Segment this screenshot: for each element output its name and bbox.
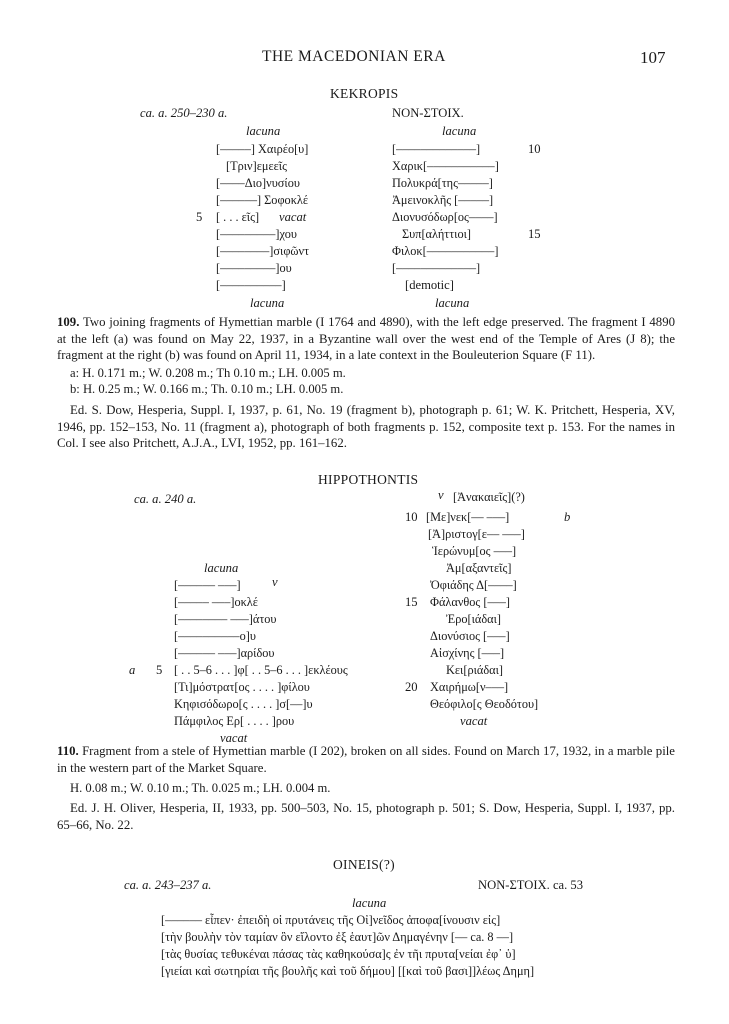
entry-number: 109.: [57, 315, 80, 329]
stoichedon-note: NON-ΣΤΟΙΧ. ca. 53: [478, 878, 584, 892]
lacuna-label: lacuna: [352, 896, 387, 910]
entry-110-edition: [57, 800, 675, 833]
section-title-kekropis: KEKROPIS: [330, 86, 399, 101]
inscription-line: Πάμφιλος Ερ[ . . . . ]ρου: [174, 714, 295, 728]
inscription-line: Ἀμεινοκλῆς [–––––]: [392, 193, 494, 207]
date-range: ca. a. 240 a.: [134, 492, 197, 506]
inscription-line: [Τι]μόστρατ[ος . . . . ]φίλου: [174, 680, 310, 694]
line-number: 10: [528, 142, 541, 156]
v-mark: v: [272, 575, 278, 589]
inscription-line: Κει[ριάδαι]: [446, 663, 503, 677]
inscription-line: [––––Διο]νυσίου: [216, 176, 300, 190]
inscription-line: Πολυκρά[της–––––]: [392, 176, 493, 190]
inscription-line: Χαιρήμω[ν–––]: [430, 680, 509, 694]
inscription-line: [τὴν βουλὴν τὸν ταμίαν ὃν εἵλοντο ἐξ ἑαυτ]ῶν Δημαγένην [–– ca. 8 ––]: [161, 930, 514, 944]
vacat-label: vacat: [460, 714, 488, 728]
line-number: 20: [405, 680, 418, 694]
inscription-line: [γιείαι καὶ σωτηρίαι τῆς βουλῆς καὶ τοῦ δήμου] [[καὶ τοῦ βασι]]λέως Δημη]: [161, 964, 535, 978]
lacuna-label: lacuna: [250, 296, 285, 310]
line-number: 5: [156, 663, 163, 677]
inscription-line: Φάλανθος [–––]: [430, 595, 511, 609]
inscription-line: Φιλοκ[–––––––––––]: [392, 244, 499, 258]
v-mark: v: [438, 488, 444, 502]
inscription-line: [–––––] Χαιρέο[υ]: [216, 142, 309, 156]
entry-number: 110.: [57, 744, 79, 758]
running-title: THE MACEDONIAN ERA: [262, 48, 446, 65]
inscription-line: [–––––––––]χου: [216, 227, 297, 241]
lacuna-label: lacuna: [246, 124, 281, 138]
inscription-line: [–––––– –––]αρίδου: [174, 646, 275, 660]
page-number: 107: [640, 48, 666, 67]
inscription-line: Κηφισόδωρο[ς . . . . ]σ[––]υ: [174, 697, 313, 711]
section-title-hippothontis: HIPPOTHONTIS: [318, 472, 419, 487]
line-number: 15: [528, 227, 541, 241]
inscription-line: Διονυσόδωρ[ος––––]: [392, 210, 498, 224]
vacat-label: vacat: [279, 210, 307, 224]
inscription-line: Θεόφιλο[ς Θεοδότου]: [430, 697, 539, 711]
inscription-line: [––––––––––]: [216, 278, 286, 292]
section-title-oineis: OINEIS(?): [333, 857, 395, 872]
date-range: ca. a. 250–230 a.: [140, 106, 228, 120]
inscription-line: [ . . . εῖς]: [216, 210, 260, 224]
measurements-a: a: H. 0.171 m.; W. 0.208 m.; Th 0.10 m.; LH. 0.005 m.: [70, 366, 346, 380]
inscription-line: [––––––] Σοφοκλέ: [216, 193, 309, 207]
inscription-line: [–––––– –––]: [174, 578, 241, 592]
edition-text: Ed. J. H. Oliver, Hesperia, II, 1933, pp. 500–503, No. 15, photograph p. 501; S. Dow, Hesperia, Suppl. I, 1937, pp. 65–66, No. 22.: [57, 801, 675, 832]
line-number: 15: [405, 595, 418, 609]
entry-109-description: [57, 314, 675, 364]
measurements: H. 0.08 m.; W. 0.10 m.; Th. 0.025 m.; LH. 0.004 m.: [70, 781, 331, 795]
inscription-line: [Ἀνακαιεῖς](?): [453, 490, 525, 504]
inscription-line: [–––––––––]ου: [216, 261, 292, 275]
line-number: 10: [405, 510, 418, 524]
inscription-line: Ἀμ[αξαντεῖς]: [446, 561, 512, 575]
inscription-line: [–––––––––––––]: [392, 142, 481, 156]
inscription-line: [–––––– εἶπεν· ἐπειδὴ οἱ πρυτάνεις τῆς Οἰ]νεῖδος ἀποφα[ίνουσιν εἰς]: [161, 913, 501, 927]
inscription-line: [––––––––]σιφῶντ: [216, 244, 310, 258]
inscription-line: Ὀφιάδης Δ[––––]: [430, 578, 517, 592]
inscription-line: [Τριν]εμεεῖς: [226, 159, 287, 173]
line-number: 5: [196, 210, 203, 224]
inscription-line: Διονύσιος [–––]: [430, 629, 510, 643]
inscription-line: Χαρικ[–––––––––––]: [392, 159, 499, 173]
inscription-line: [τὰς θυσίας τεθυκέναι πάσας τὰς καθηκούσα]ς ἐν τῆι πρυτα[νείαι ἐφ᾽ ὑ]: [161, 947, 516, 961]
inscription-line: [ . . 5–6 . . . ]φ[ . . 5–6 . . . ]εκλέους: [174, 663, 348, 677]
entry-109-edition: [57, 402, 675, 452]
inscription-line: Συπ[αλήττιοι]: [402, 227, 472, 241]
inscription-line: [–––––––– –––]άτου: [174, 612, 277, 626]
inscription-line: Ἐρο[ιάδαι]: [446, 612, 501, 626]
entry-110-description: [57, 743, 675, 776]
inscription-line: Αἰσχίνης [–––]: [430, 646, 505, 660]
lacuna-label: lacuna: [435, 296, 470, 310]
lacuna-label: lacuna: [442, 124, 477, 138]
inscription-line: [demotic]: [405, 278, 454, 292]
inscription-line: [––––––––––ο]υ: [174, 629, 256, 643]
entry-text: Two joining fragments of Hymettian marble (I 1764 and 4890), with the left edge preserved. The fragment I 4890 at the left (a) was found on May 22, 1937, in a Byzantine wall over the west end of the Temple of Ares (J 8); the fragment at the right (b) was found on April 11, 1934, in a late context in the Bouleuterion Square (F 11).: [57, 315, 676, 362]
inscription-line: [–––––––––––––]: [392, 261, 481, 275]
inscription-line: [Ἀ]ριστογ[ε–– –––]: [428, 527, 525, 541]
date-range: ca. a. 243–237 a.: [124, 878, 212, 892]
inscription-line: Ἱερώνυμ[ος –––]: [432, 544, 517, 558]
fragment-label-b: b: [564, 510, 571, 524]
stoichedon-note: NON-ΣΤΟΙΧ.: [392, 106, 464, 120]
entry-text: Fragment from a stele of Hymettian marble (I 202), broken on all sides. Found on March 17, 1932, in a marble pile in the western part of the Market Square.: [57, 744, 675, 775]
inscription-line: [Με]νεκ[–– –––]: [426, 510, 510, 524]
measurements-b: b: H. 0.25 m.; W. 0.166 m.; Th. 0.10 m.; LH. 0.005 m.: [70, 382, 344, 396]
inscription-line: [––––– –––]οκλέ: [174, 595, 258, 609]
vacat-label: vacat: [220, 731, 248, 745]
edition-text: Ed. S. Dow, Hesperia, Suppl. I, 1937, p. 61, No. 19 (fragment b), photograph p. 61; W. K. Pritchett, Hesperia, XV, 1946, pp. 152–153, No. 11 (fragment a), photograph of both fragments p. 152, composite text p. 153. For the names in Col. I see also Pritchett, A.J.A., LVI, 1952, pp. 161–162.: [57, 403, 675, 450]
fragment-label-a: a: [129, 663, 136, 677]
lacuna-label: lacuna: [204, 561, 239, 575]
